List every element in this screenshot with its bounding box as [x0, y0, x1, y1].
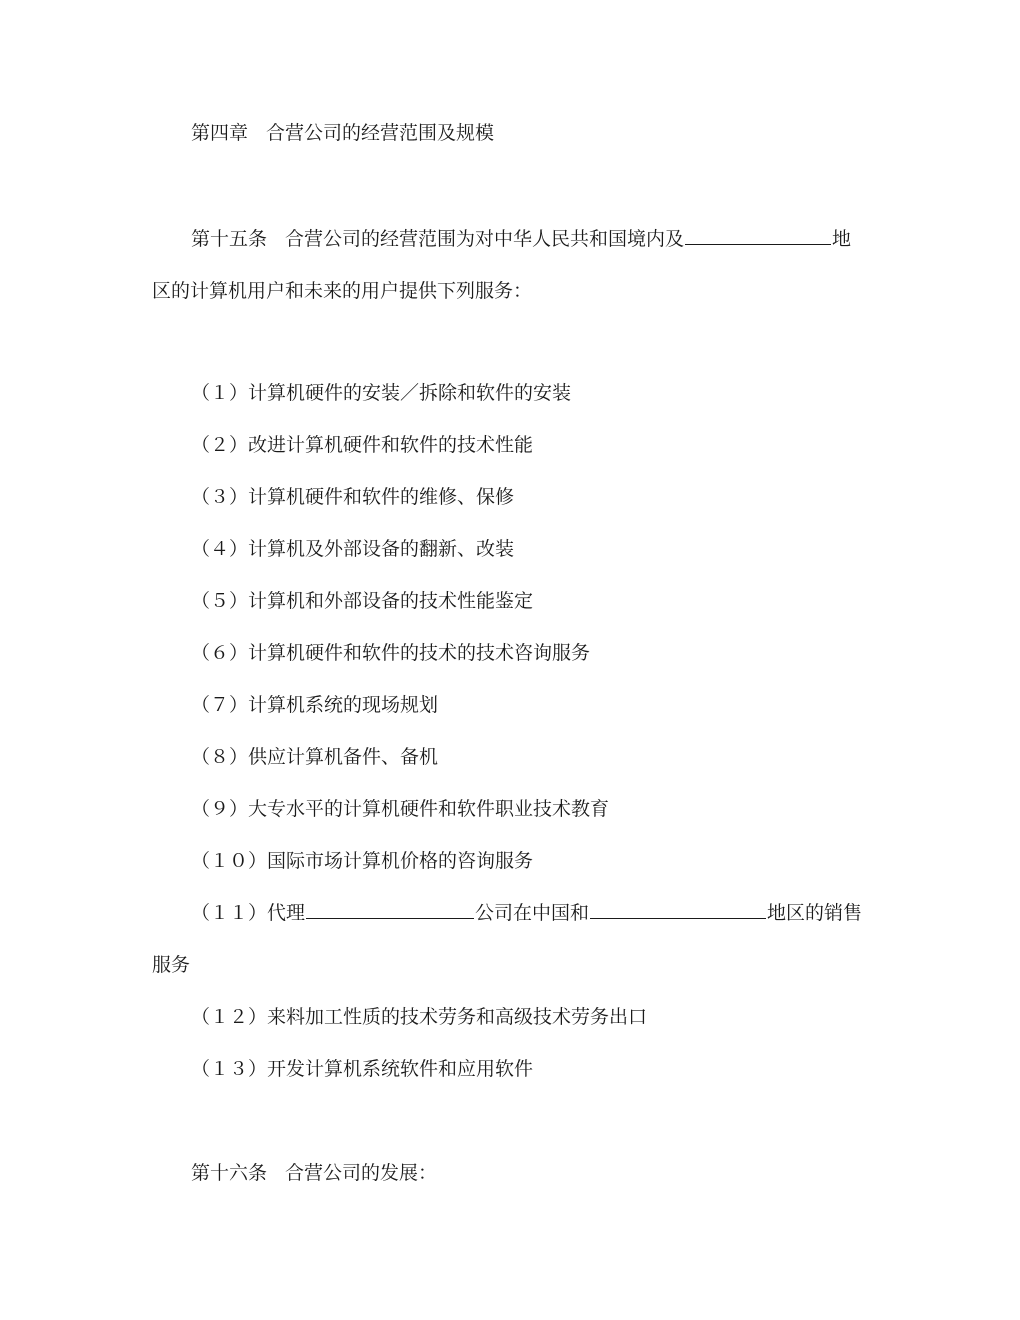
item-text: 计算机硬件和软件的技术的技术咨询服务 — [248, 642, 591, 664]
item-text: 开发计算机系统软件和应用软件 — [267, 1058, 534, 1080]
chapter-title: 合营公司的经营范围及规模 — [266, 122, 495, 144]
region-blank-field — [590, 900, 766, 919]
item-text: 计算机和外部设备的技术性能鉴定 — [248, 590, 534, 612]
article-16-heading — [191, 1160, 437, 1186]
item-number: （８） — [191, 746, 249, 768]
item-number: （９） — [191, 798, 249, 820]
item-text: 大专水平的计算机硬件和软件职业技术教育 — [248, 798, 610, 820]
chapter-number: 第四章 — [191, 122, 249, 144]
item-number: （１） — [191, 382, 249, 404]
item-text: 计算机硬件和软件的维修、保修 — [248, 486, 515, 508]
region-blank-field — [685, 226, 831, 245]
list-item — [191, 1004, 647, 1030]
list-item-11-continuation: 服务 — [152, 954, 191, 976]
item-number: （７） — [191, 694, 249, 716]
list-item — [191, 432, 533, 458]
list-item — [191, 744, 438, 770]
article-15-text: 合营公司的经营范围为对中华人民共和国境内及 — [285, 228, 685, 250]
item-text: 计算机硬件的安装／拆除和软件的安装 — [248, 382, 572, 404]
article-15-text-after: 地 — [832, 228, 852, 250]
item-text: 供应计算机备件、备机 — [248, 746, 439, 768]
item-text: 公司在中国和 — [475, 902, 590, 924]
list-item — [191, 692, 438, 718]
article-15-label: 第十五条 — [191, 228, 268, 250]
item-text: 来料加工性质的技术劳务和高级技术劳务出口 — [267, 1006, 648, 1028]
item-number: （３） — [191, 486, 249, 508]
list-item-11 — [191, 900, 862, 926]
list-item — [191, 848, 533, 874]
item-text: 改进计算机硬件和软件的技术性能 — [248, 434, 534, 456]
item-number: （１１） — [191, 902, 268, 924]
company-blank-field — [306, 900, 474, 919]
item-text: 代理 — [267, 902, 306, 924]
list-item — [191, 536, 514, 562]
article-15-line-1 — [191, 226, 851, 252]
item-number: （６） — [191, 642, 249, 664]
item-number: （１２） — [191, 1006, 268, 1028]
item-number: （１０） — [191, 850, 268, 872]
list-item — [191, 796, 609, 822]
item-text: 计算机系统的现场规划 — [248, 694, 439, 716]
chapter-heading — [191, 120, 494, 146]
list-item — [191, 588, 533, 614]
list-item — [191, 484, 514, 510]
item-number: （１３） — [191, 1058, 268, 1080]
article-16-label: 第十六条 — [191, 1162, 268, 1184]
article-16-text: 合营公司的发展： — [285, 1162, 438, 1184]
list-item — [191, 380, 571, 406]
article-15-line-2: 区的计算机用户和未来的用户提供下列服务： — [152, 280, 533, 302]
item-text: 国际市场计算机价格的咨询服务 — [267, 850, 534, 872]
item-number: （２） — [191, 434, 249, 456]
item-number: （４） — [191, 538, 249, 560]
list-item — [191, 640, 590, 666]
item-text: 计算机及外部设备的翻新、改装 — [248, 538, 515, 560]
list-item — [191, 1056, 533, 1082]
item-number: （５） — [191, 590, 249, 612]
item-text: 地区的销售 — [767, 902, 863, 924]
